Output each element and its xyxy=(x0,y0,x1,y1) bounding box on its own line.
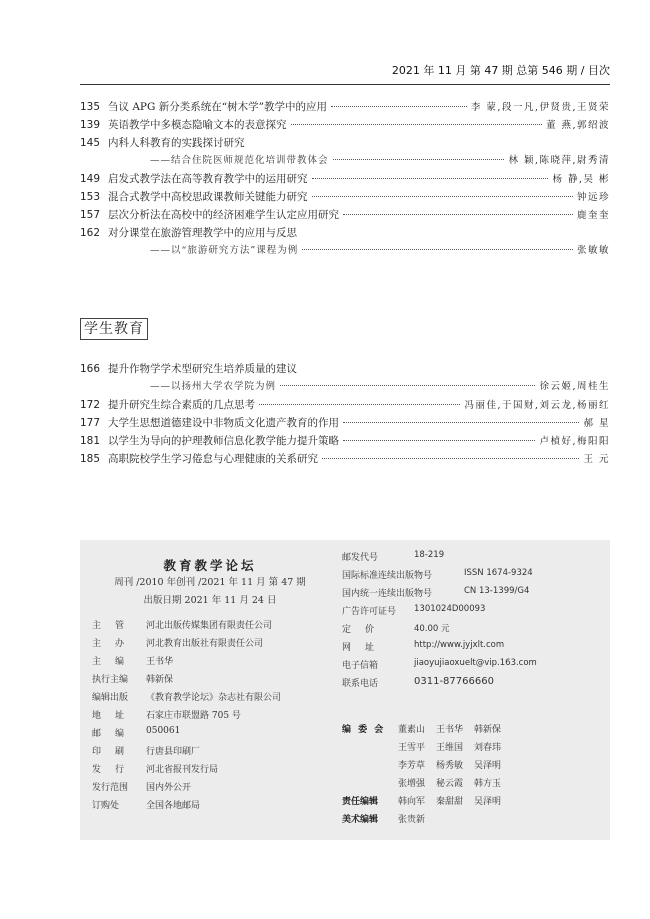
info-value: 行唐县印刷厂 xyxy=(146,747,201,757)
toc-subtitle: ——以“旅游研究方法”课程为例 xyxy=(150,245,299,256)
publication-info-box xyxy=(80,540,610,840)
toc-leader-dots xyxy=(343,214,573,215)
toc-leader-dots xyxy=(312,178,549,179)
toc-entry xyxy=(80,380,610,394)
toc-entry xyxy=(80,172,610,187)
info-value: 王书华 xyxy=(146,657,174,667)
header-divider xyxy=(80,84,610,85)
toc-authors: 徐云姬,周桂生 xyxy=(539,381,610,392)
publisher-info-row xyxy=(92,672,173,685)
publisher-info-row xyxy=(92,726,180,739)
toc-title: 大学生思想道德建设中非物质文化遗产教育的作用 xyxy=(108,417,339,429)
toc-page-number: 149 xyxy=(80,173,101,185)
toc-page-number: 139 xyxy=(80,119,101,131)
publisher-info-row xyxy=(92,690,281,703)
info-label: 订购处 xyxy=(92,801,120,811)
toc-title: 混合式教学中高校思政课教师关键能力研究 xyxy=(108,191,308,203)
board-label: 编 委 会 xyxy=(342,725,386,735)
toc-authors: 董 燕,郭绍波 xyxy=(545,120,610,131)
board-member-name: 刘春玮 xyxy=(474,743,502,753)
toc-entry xyxy=(80,154,610,168)
info-value: 40.00 元 xyxy=(414,624,450,634)
responsible-editors-label: 责任编辑 xyxy=(342,797,379,807)
art-editor-name: 张贵新 xyxy=(398,815,426,825)
board-member-name: 吴泽明 xyxy=(474,761,502,771)
toc-leader-dots xyxy=(259,404,460,405)
info-label: 电子信箱 xyxy=(342,661,379,671)
info-value: 河北省报刊发行局 xyxy=(146,765,219,775)
toc-leader-dots xyxy=(333,159,505,160)
toc-leader-dots xyxy=(312,196,573,197)
info-label: 定价 xyxy=(342,625,389,635)
toc-page-number: 135 xyxy=(80,101,101,113)
board-members-row xyxy=(398,758,512,771)
publisher-info-row xyxy=(92,798,200,811)
toc-subtitle: ——以扬州大学农学院为例 xyxy=(150,381,277,392)
toc-entry xyxy=(80,100,610,115)
toc-title: 高职院校学生学习倦怠与心理健康的关系研究 xyxy=(108,453,318,465)
toc-title: 启发式教学法在高等教育教学中的运用研究 xyxy=(108,173,308,185)
board-member-name: 韩新保 xyxy=(474,725,502,735)
board-member-name: 韩方玉 xyxy=(474,779,502,789)
responsible-editors-row xyxy=(398,794,512,807)
toc-page-number: 162 xyxy=(80,227,101,239)
info-label: 主办 xyxy=(92,639,139,649)
journal-title: 教育教学论坛 xyxy=(163,558,257,573)
info-value: 《教育教学论坛》杂志社有限公司 xyxy=(146,693,282,703)
info-value: CN 13-1399/G4 xyxy=(464,586,530,596)
registration-info-row xyxy=(342,604,485,617)
board-members-row xyxy=(398,776,512,789)
toc-page-number: 172 xyxy=(80,399,101,411)
publisher-info-row xyxy=(92,744,200,757)
info-value: jiaoyujiaoxuelt@vip.163.com xyxy=(414,658,537,668)
info-label: 印刷 xyxy=(92,747,139,757)
toc-leader-dots xyxy=(291,124,542,125)
toc-entry xyxy=(80,452,610,467)
toc-title: 对分课堂在旅游管理教学中的应用与反思 xyxy=(108,227,297,239)
registration-info-row xyxy=(342,622,450,635)
toc-authors: 杨 静,吴 彬 xyxy=(552,174,610,185)
publisher-info-row xyxy=(92,762,218,775)
toc-entry xyxy=(80,118,610,133)
toc-authors: 鹿奎奎 xyxy=(576,210,610,221)
toc-page-number: 145 xyxy=(80,137,101,149)
board-member-name: 秘云霞 xyxy=(436,779,464,789)
info-label: 地址 xyxy=(92,711,139,721)
info-value: 河北教育出版社有限责任公司 xyxy=(146,639,264,649)
toc-entry xyxy=(80,362,610,376)
issue-header: 2021 年 11 月 第 47 期 总第 546 期 / 目次 xyxy=(391,64,610,77)
board-members-row xyxy=(398,722,512,735)
info-label: 发行范围 xyxy=(92,783,129,793)
toc-leader-dots xyxy=(343,440,535,441)
toc-page-number: 153 xyxy=(80,191,101,203)
info-value: 0311-87766660 xyxy=(414,676,494,687)
board-member-name: 杨秀敏 xyxy=(436,761,464,771)
publisher-info-row xyxy=(92,708,241,721)
toc-authors: 郝 星 xyxy=(583,418,610,429)
info-value: 国内外公开 xyxy=(146,783,192,793)
publication-date: 出版日期 2021 年 11 月 24 日 xyxy=(143,595,277,606)
editor-name: 韩向军 xyxy=(398,797,426,807)
info-label: 执行主编 xyxy=(92,675,129,685)
toc-title: 刍议 APG 新分类系统在“树木学”教学中的应用 xyxy=(108,101,327,113)
toc-entry xyxy=(80,398,610,413)
board-member-name: 王雪平 xyxy=(398,743,426,753)
info-value: 韩新保 xyxy=(146,675,174,685)
editor-name: 吴泽明 xyxy=(474,797,502,807)
info-label: 国际标准连续出版物号 xyxy=(342,571,433,581)
toc-page-number: 185 xyxy=(80,453,101,465)
section-heading-student-education: 学生教育 xyxy=(80,318,148,340)
info-value: 050061 xyxy=(146,726,181,736)
toc-entry xyxy=(80,190,610,205)
toc-title: 内科人科教育的实践探讨研究 xyxy=(108,137,245,149)
toc-page-number: 181 xyxy=(80,435,101,447)
registration-info-row xyxy=(342,550,444,563)
toc-title: 提升研究生综合素质的几点思考 xyxy=(108,399,255,411)
info-value: 1301024D00093 xyxy=(414,604,486,614)
toc-title: 英语教学中多模态隐喻文本的表意探究 xyxy=(108,119,287,131)
board-members-row xyxy=(398,740,512,753)
toc-leader-dots xyxy=(343,422,579,423)
toc-title: 层次分析法在高校中的经济困难学生认定应用研究 xyxy=(108,209,339,221)
info-value: 河北出版传媒集团有限责任公司 xyxy=(146,621,273,631)
registration-info-row xyxy=(342,568,533,581)
board-member-name: 董素山 xyxy=(398,725,426,735)
info-label: 编辑出版 xyxy=(92,693,129,703)
toc-entry xyxy=(80,434,610,449)
toc-page-number: 177 xyxy=(80,417,101,429)
info-label: 国内统一连续出版物号 xyxy=(342,589,433,599)
toc-leader-dots xyxy=(322,458,579,459)
art-editors-row xyxy=(398,812,436,825)
toc-title: 以学生为导向的护理教师信息化教学能力提升策略 xyxy=(108,435,339,447)
info-value: 石家庄市联盟路 705 号 xyxy=(146,711,241,721)
registration-info-row xyxy=(342,586,529,599)
toc-authors: 李 蒙,段一凡,伊贤贵,王贤荣 xyxy=(470,102,610,113)
toc-page-number: 166 xyxy=(80,363,101,375)
registration-info-row xyxy=(342,640,504,653)
board-member-name: 王维国 xyxy=(436,743,464,753)
info-value: http://www.jyjxlt.com xyxy=(414,640,505,650)
info-label: 主管 xyxy=(92,621,139,631)
publisher-info-row xyxy=(92,654,173,667)
info-label: 联系电话 xyxy=(342,679,379,689)
board-member-name: 张增强 xyxy=(398,779,426,789)
info-label: 邮发代号 xyxy=(342,553,379,563)
info-label: 发行 xyxy=(92,765,139,775)
info-value: ISSN 1674-9324 xyxy=(464,568,533,578)
toc-authors: 林 颖,陈晓萍,尉秀清 xyxy=(508,155,610,166)
info-label: 主编 xyxy=(92,657,139,667)
art-editor-label: 美术编辑 xyxy=(342,815,379,825)
toc-entry xyxy=(80,226,610,240)
toc-authors: 张敏敏 xyxy=(576,245,610,256)
info-label: 网址 xyxy=(342,643,389,653)
toc-authors: 王 元 xyxy=(583,454,610,465)
toc-entry xyxy=(80,416,610,431)
registration-info-row xyxy=(342,658,537,671)
board-member-name: 王书华 xyxy=(436,725,464,735)
toc-subtitle: ——结合住院医师规范化培训带教体会 xyxy=(150,155,329,166)
journal-frequency: 周刊 /2010 年创刊 /2021 年 11 月 第 47 期 xyxy=(114,577,306,588)
board-member-name: 李芳草 xyxy=(398,761,426,771)
info-value: 全国各地邮局 xyxy=(146,801,201,811)
info-value: 18-219 xyxy=(414,550,445,560)
info-label: 邮编 xyxy=(92,729,139,739)
registration-info-row xyxy=(342,676,494,689)
toc-page-number: 157 xyxy=(80,209,101,221)
publisher-info-row xyxy=(92,636,263,649)
toc-leader-dots xyxy=(280,385,535,386)
publisher-info-row xyxy=(92,780,191,793)
toc-leader-dots xyxy=(331,106,467,107)
toc-leader-dots xyxy=(302,249,573,250)
toc-entry xyxy=(80,208,610,223)
toc-authors: 卢楨好,梅阳阳 xyxy=(539,436,610,447)
editor-name: 秦甜甜 xyxy=(436,797,464,807)
toc-title: 提升作物学学术型研究生培养质量的建议 xyxy=(108,363,297,375)
toc-authors: 冯丽佳,于国财,刘云龙,杨丽红 xyxy=(464,400,610,411)
toc-entry xyxy=(80,244,610,258)
toc-entry xyxy=(80,136,610,150)
toc-authors: 钟远珍 xyxy=(576,192,610,203)
publisher-info-row xyxy=(92,618,272,631)
info-label: 广告许可证号 xyxy=(342,607,397,617)
